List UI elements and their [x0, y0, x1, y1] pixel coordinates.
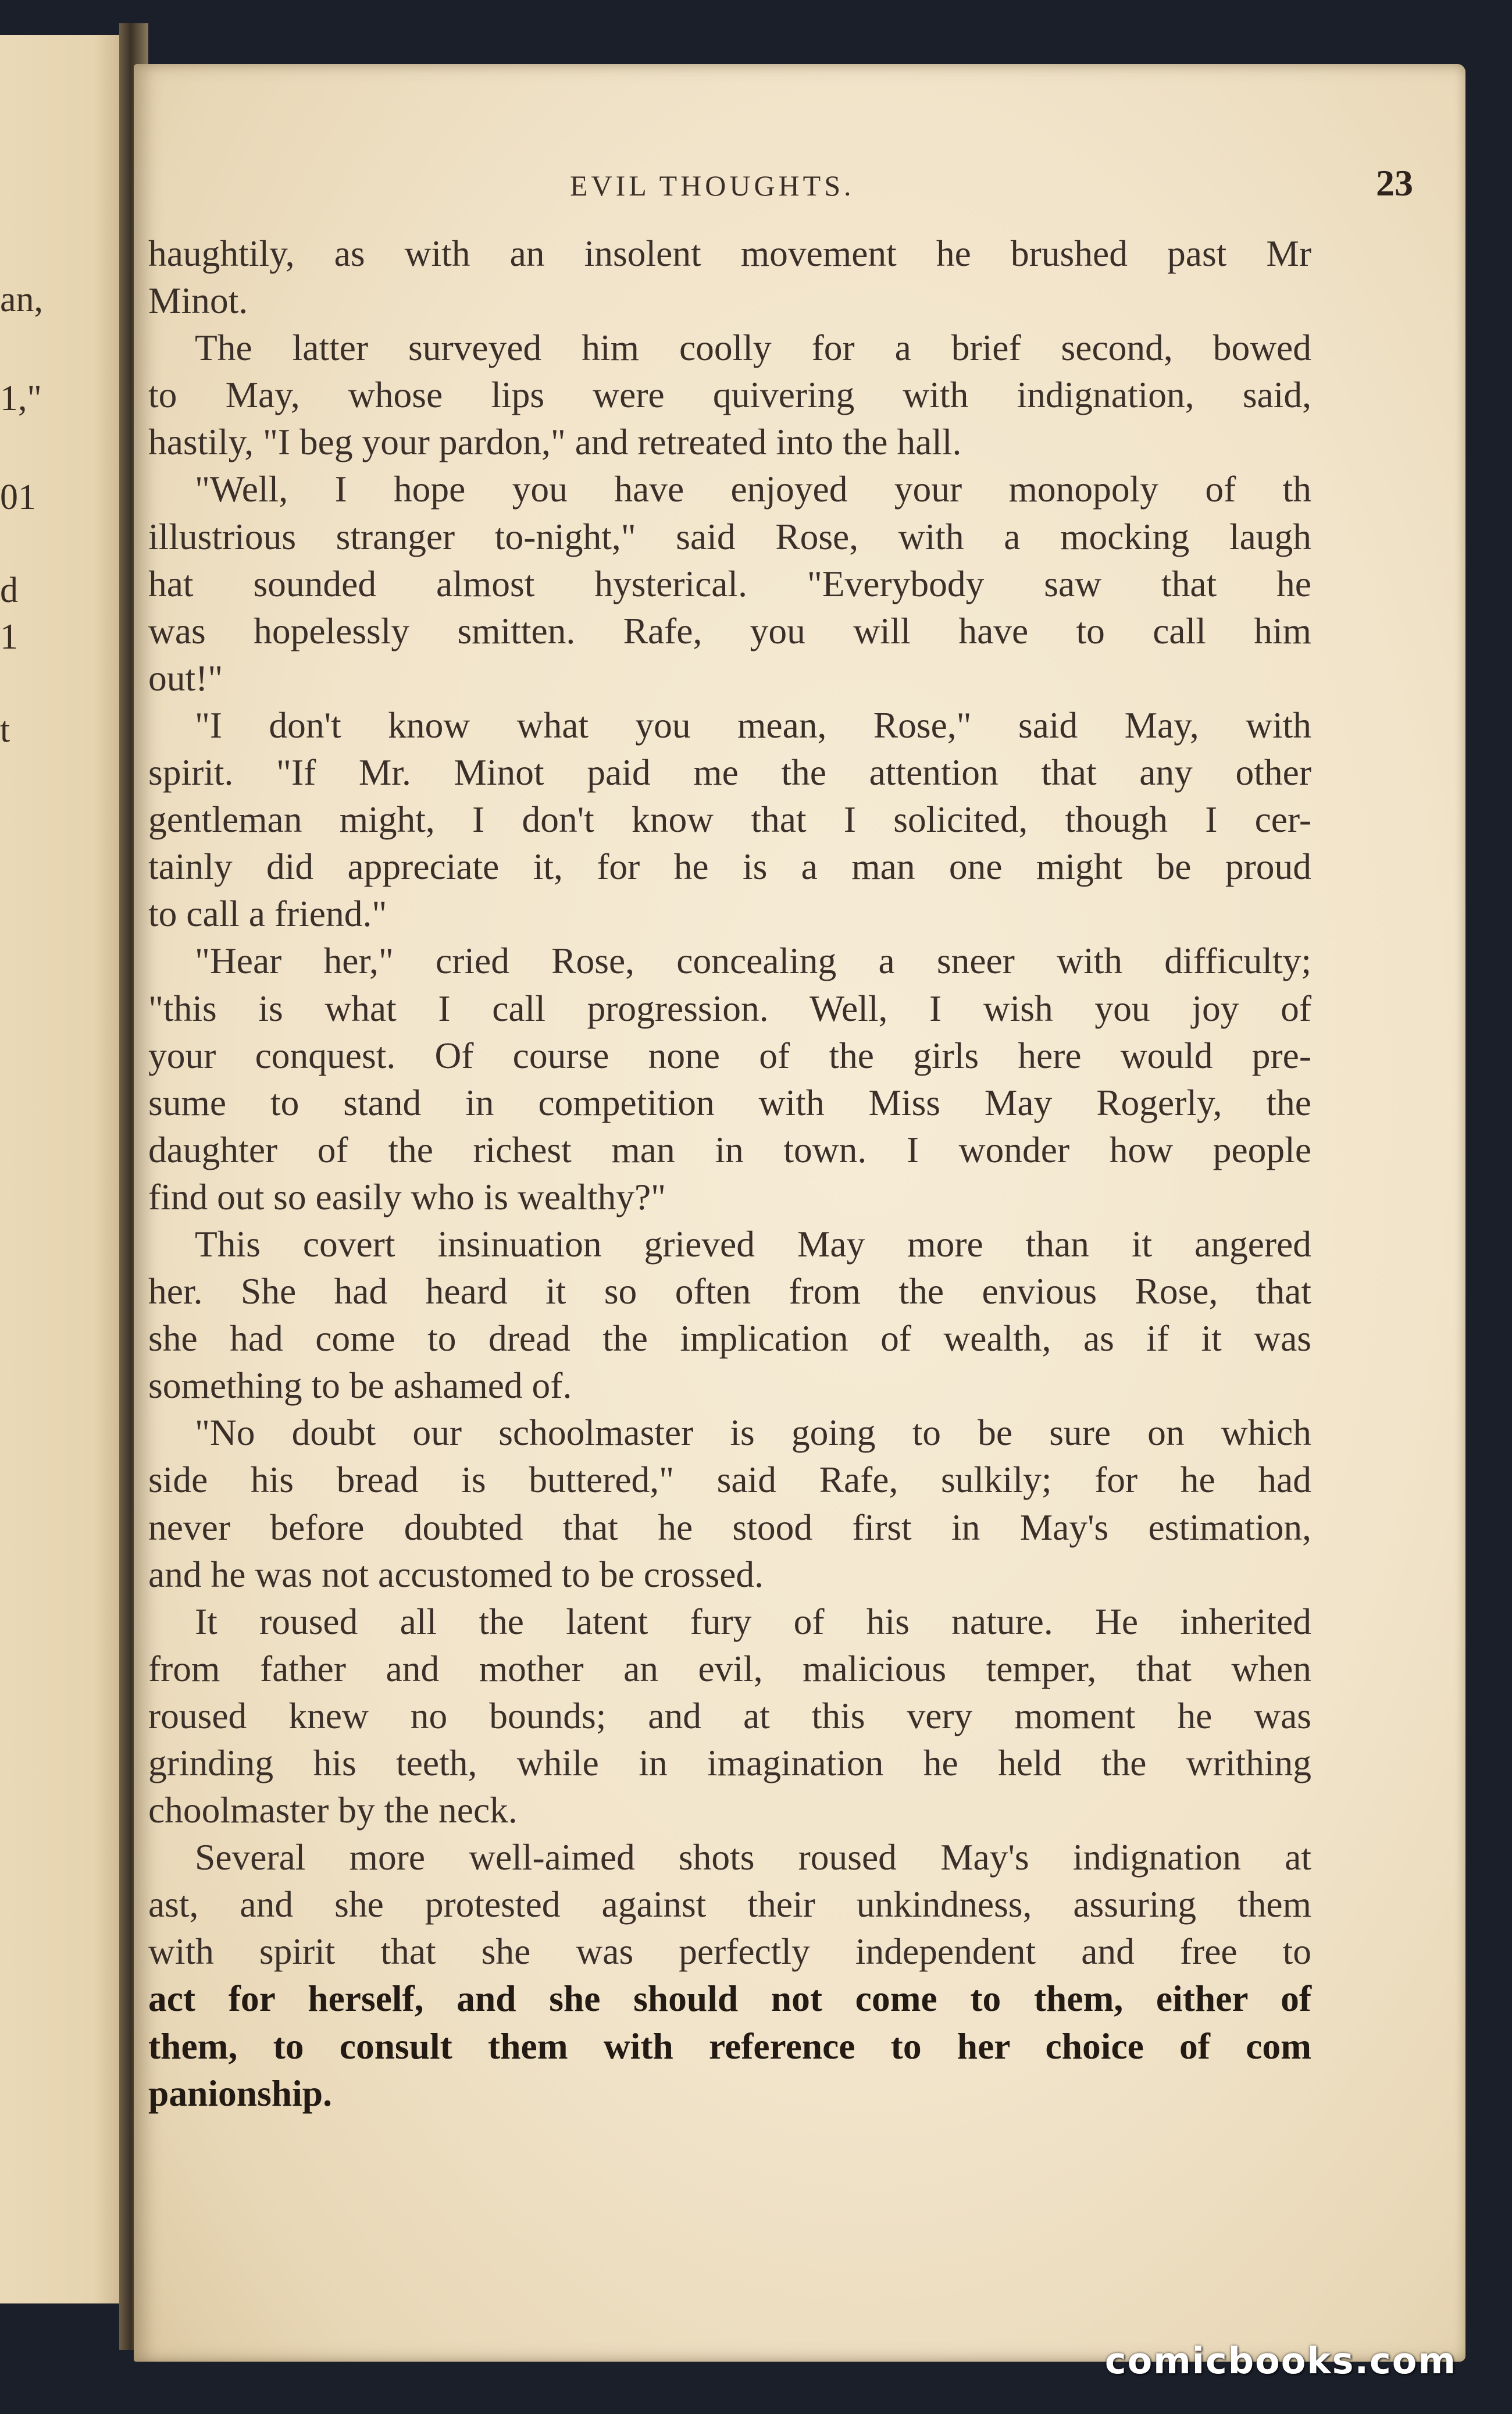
text-line: choolmaster by the neck.	[148, 1789, 518, 1831]
left-page-fragment: 1,"	[0, 379, 42, 418]
text-line: hastily, "I beg your pardon," and retreated into the hall.	[148, 421, 962, 463]
text-line: roused knew no bounds; and at this very moment he was	[148, 1694, 1311, 1736]
text-line: daughter of the richest man in town. I wonder how people	[148, 1128, 1311, 1170]
text-line: your conquest. Of course none of the girls here would pre-	[148, 1034, 1311, 1076]
text-line: tainly did appreciate it, for he is a man one might be proud	[148, 846, 1311, 888]
text-line: gentleman might, I don't know that I solicited, though I cer-	[148, 799, 1311, 841]
text-line: act for herself, and she should not come to them, either of	[148, 1978, 1311, 2020]
text-line: "Well, I hope you have enjoyed your monopoly of th	[195, 468, 1311, 510]
text-line: out!"	[148, 657, 223, 699]
text-line: them, to consult them with reference to her choice of com	[148, 2025, 1311, 2067]
text-line: hat sounded almost hysterical. "Everybody saw that he	[148, 562, 1311, 604]
text-line: spirit. "If Mr. Minot paid me the attention that any other	[148, 752, 1311, 793]
text-line: from father and mother an evil, malicious temper, that when	[148, 1647, 1311, 1689]
text-line: she had come to dread the implication of wealth, as if it was	[148, 1318, 1311, 1359]
left-page-fragment: 01	[0, 478, 36, 517]
text-line: Minot.	[148, 280, 248, 322]
text-line: It roused all the latent fury of his nature. He inherited	[195, 1600, 1311, 1642]
text-line: to May, whose lips were quivering with indignation, said,	[148, 374, 1311, 416]
text-line: never before doubted that he stood first in May's estimation,	[148, 1506, 1311, 1548]
left-page-fragment: d	[0, 571, 18, 610]
text-line: was hopelessly smitten. Rafe, you will have to call him	[148, 610, 1311, 651]
text-line: with spirit that she was perfectly independent and free to	[148, 1931, 1311, 1972]
text-line: ast, and she protested against their unkindness, assuring them	[148, 1884, 1311, 1925]
text-line: find out so easily who is wealthy?"	[148, 1176, 666, 1217]
text-line: panionship.	[148, 2072, 332, 2114]
text-line: This covert insinuation grieved May more than it angered	[195, 1223, 1311, 1265]
text-line: "this is what I call progression. Well, I wish you joy of	[148, 987, 1311, 1029]
running-head: EVIL THOUGHTS.	[570, 169, 855, 202]
left-page-fragment: t	[0, 710, 10, 750]
text-line: illustrious stranger to-night," said Rose, with a mocking laugh	[148, 515, 1311, 557]
text-line: "Hear her," cried Rose, concealing a sneer with difficulty;	[195, 940, 1311, 982]
body-text	[148, 230, 1311, 2117]
text-line: and he was not accustomed to be crossed.	[148, 1553, 764, 1595]
text-line: her. She had heard it so often from the envious Rose, that	[148, 1270, 1311, 1312]
book-page	[134, 64, 1465, 2362]
text-line: haughtily, as with an insolent movement he brushed past Mr	[148, 233, 1311, 274]
text-line: grinding his teeth, while in imagination he held the writhing	[148, 1742, 1311, 1783]
page-number: 23	[1376, 162, 1413, 204]
text-line: something to be ashamed of.	[148, 1365, 572, 1407]
text-line: "I don't know what you mean, Rose," said May, with	[195, 704, 1311, 746]
text-line: side his bread is buttered," said Rafe, sulkily; for he had	[148, 1459, 1311, 1501]
adjacent-left-page	[0, 35, 134, 2303]
left-page-fragment: 1	[0, 617, 18, 657]
text-line: Several more well-aimed shots roused May's indignation at	[195, 1836, 1311, 1878]
left-page-fragment: an,	[0, 280, 44, 319]
text-line: The latter surveyed him coolly for a brief second, bowed	[195, 327, 1311, 369]
text-line: to call a friend."	[148, 893, 387, 935]
text-line: sume to stand in competition with Miss May Rogerly, the	[148, 1081, 1311, 1123]
text-line: "No doubt our schoolmaster is going to be sure on which	[195, 1412, 1311, 1454]
watermark: comicbooks.com	[1104, 2340, 1457, 2382]
